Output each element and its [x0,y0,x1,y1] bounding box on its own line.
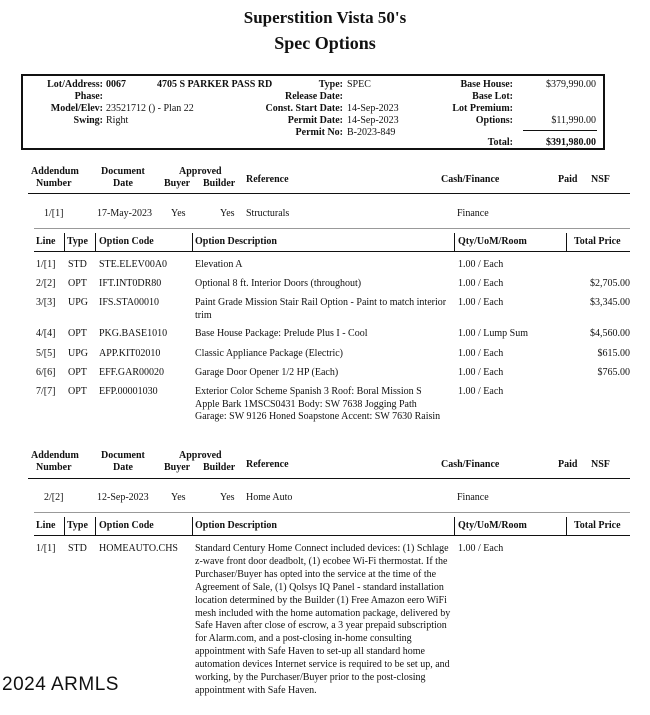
option-code: HOMEAUTO.CHS [99,543,178,554]
paid-col-label: Paid [558,174,578,185]
number-col-label: Number [36,178,72,189]
addendum-number: 2/[2] [44,492,64,503]
type-col-label: Type [67,520,88,531]
total-value: $391,980.00 [546,137,596,148]
table-header-rule-2 [34,535,630,536]
line-number: 2/[2] [36,278,56,289]
option-code: EFP.00001030 [99,386,158,397]
permit-no-label: Permit No: [295,127,343,138]
option-code-col-label: Option Code [99,236,154,247]
addendum-date: 12-Sep-2023 [97,492,149,503]
total-price-col-label: Total Price [574,236,621,247]
cash-finance: Finance [457,208,489,219]
base-lot-label: Base Lot: [472,91,513,102]
col-separator [454,517,455,535]
builder-col-label: Builder [203,178,236,189]
option-price: $615.00 [597,348,630,359]
type-label: Type: [318,79,343,90]
builder-approved: Yes [220,492,235,503]
option-type: OPT [68,367,87,378]
option-type: STD [68,543,87,554]
line-number: 1/[1] [36,543,56,554]
lot-address-label: Lot/Address: [47,79,103,90]
option-price: $4,560.00 [590,328,630,339]
option-description: Base House Package: Prelude Plus I - Cool [195,328,368,339]
permit-date-label: Permit Date: [287,115,343,126]
options-label: Options: [475,115,513,126]
paid-col-label: Paid [558,459,578,470]
options-value: $11,990.00 [551,115,596,126]
addendum-col-label: Addendum [31,166,79,177]
document-subtitle: Spec Options [274,33,376,53]
const-start-value: 14-Sep-2023 [347,103,399,114]
builder-col-label: Builder [203,462,236,473]
approved-col-label: Approved [179,166,222,177]
option-description: Garage Door Opener 1/2 HP (Each) [195,367,339,378]
addendum-number: 1/[1] [44,208,64,219]
model-value: 23521712 () - Plan 22 [106,103,194,114]
table-top-rule-1 [34,228,630,229]
builder-approved: Yes [220,208,235,219]
option-description: Paint Grade Mission Stair Rail Option - Paint to match interior trim [195,297,447,321]
buyer-approved: Yes [171,492,186,503]
option-price: $3,345.00 [590,297,630,308]
line-number: 3/[3] [36,297,56,308]
date-col-label: Date [113,462,133,473]
cash-finance-col-label: Cash/Finance [441,174,500,185]
addendum-reference: Structurals [246,208,290,219]
document-title: Superstition Vista 50's [243,8,407,27]
option-type: UPG [68,297,89,308]
line-col-label: Line [36,520,56,531]
total-price-col-label: Total Price [574,520,621,531]
model-label: Model/Elev: [50,103,103,114]
nsf-col-label: NSF [591,459,610,470]
swing-label: Swing: [73,115,103,126]
option-type: OPT [68,278,87,289]
option-description-col-label: Option Description [195,520,277,531]
phase-label: Phase: [74,91,103,102]
total-label: Total: [487,137,513,148]
option-type: STD [68,259,87,270]
approved-col-label: Approved [179,450,222,461]
lot-number: 0067 [106,79,126,90]
document-col-label: Document [101,166,145,177]
option-type: UPG [68,348,89,359]
table-header-rule-1 [34,251,630,252]
number-col-label: Number [36,462,72,473]
lot-premium-label: Lot Premium: [452,103,513,114]
line-number: 7/[7] [36,386,56,397]
option-code: IFS.STA00010 [99,297,160,308]
option-description: Standard Century Home Connect included devices: (1) Schlage z-wave front door deadbolt, (1) ecobee Wi-Fi thermostat. If the Purchaser/Buyer has opted into the service at the time of the Agreement of Sale, (1) Qolsys IQ Panel - standard installation location determined by the Builder (1) Free Amazon eero WiFi mesh included with the home automation package, delivered by Safe Haven after close of escrow, a 3 year prepaid subscription for Alarm.com, and a post-closing in-home consulting appointment with Safe Haven to set-up all standard home automation devices Internet service is required to be set up, and working, by the Purchaser/Buyer prior to the post-closing appointment with Safe Haven. [195,543,451,696]
col-separator [454,233,455,251]
permit-no-value: B-2023-849 [347,127,396,138]
option-qty: 1.00 / Each [458,386,504,397]
reference-col-label: Reference [246,174,289,185]
buyer-approved: Yes [171,208,186,219]
subtotal-rule [523,130,597,131]
option-type: OPT [68,328,87,339]
option-qty: 1.00 / Lump Sum [458,328,529,339]
base-house-value: $379,990.00 [546,79,596,90]
date-col-label: Date [113,178,133,189]
type-value: SPEC [347,79,371,90]
line-number: 1/[1] [36,259,56,270]
lot-summary-box [21,74,605,150]
release-date-label: Release Date: [284,91,343,102]
option-code: EFF.GAR00020 [99,367,165,378]
qty-col-label: Qty/UoM/Room [458,520,527,531]
buyer-col-label: Buyer [164,462,191,473]
option-qty: 1.00 / Each [458,297,504,308]
option-qty: 1.00 / Each [458,278,504,289]
lot-address: 4705 S PARKER PASS RD [157,79,273,90]
cash-finance-col-label: Cash/Finance [441,459,500,470]
addendum-header-rule-2 [28,478,630,479]
option-description: Exterior Color Scheme Spanish 3 Roof: Boral Mission S Apple Bark 1MSCS0431 Body: SW 7638 Jogging Path Garage: SW 9126 Honed Soapstone Accent: SW 7630 Raisin [195,386,441,422]
option-price: $765.00 [597,367,630,378]
addendum-date: 17-May-2023 [97,208,152,219]
line-number: 6/[6] [36,367,56,378]
option-price: $2,705.00 [590,278,630,289]
line-number: 5/[5] [36,348,56,359]
base-house-label: Base House: [460,79,513,90]
const-start-label: Const. Start Date: [265,103,343,114]
option-code: STE.ELEV00A0 [99,259,168,270]
addendum-col-label: Addendum [31,450,79,461]
col-separator [192,233,193,251]
col-separator [64,517,65,535]
addendum-header-rule-1 [28,193,630,194]
option-description: Optional 8 ft. Interior Doors (throughout) [195,278,362,289]
permit-date-value: 14-Sep-2023 [347,115,399,126]
option-type: OPT [68,386,87,397]
col-separator [95,517,96,535]
col-separator [95,233,96,251]
option-qty: 1.00 / Each [458,348,504,359]
col-separator [566,517,567,535]
cash-finance: Finance [457,492,489,503]
option-qty: 1.00 / Each [458,543,504,554]
nsf-col-label: NSF [591,174,610,185]
buyer-col-label: Buyer [164,178,191,189]
line-col-label: Line [36,236,56,247]
option-code-col-label: Option Code [99,520,154,531]
option-description-col-label: Option Description [195,236,277,247]
option-code: PKG.BASE1010 [99,328,168,339]
line-number: 4/[4] [36,328,56,339]
type-col-label: Type [67,236,88,247]
option-description: Classic Appliance Package (Electric) [195,348,343,359]
col-separator [64,233,65,251]
reference-col-label: Reference [246,459,289,470]
document-col-label: Document [101,450,145,461]
col-separator [192,517,193,535]
addendum-reference: Home Auto [246,492,293,503]
mls-watermark: 2024 ARMLS [2,674,119,695]
swing-value: Right [106,115,129,126]
option-qty: 1.00 / Each [458,367,504,378]
table-top-rule-2 [34,512,630,513]
option-code: IFT.INT0DR80 [99,278,162,289]
option-description: Elevation A [195,259,243,270]
option-code: APP.KIT02010 [99,348,161,359]
option-qty: 1.00 / Each [458,259,504,270]
qty-col-label: Qty/UoM/Room [458,236,527,247]
col-separator [566,233,567,251]
